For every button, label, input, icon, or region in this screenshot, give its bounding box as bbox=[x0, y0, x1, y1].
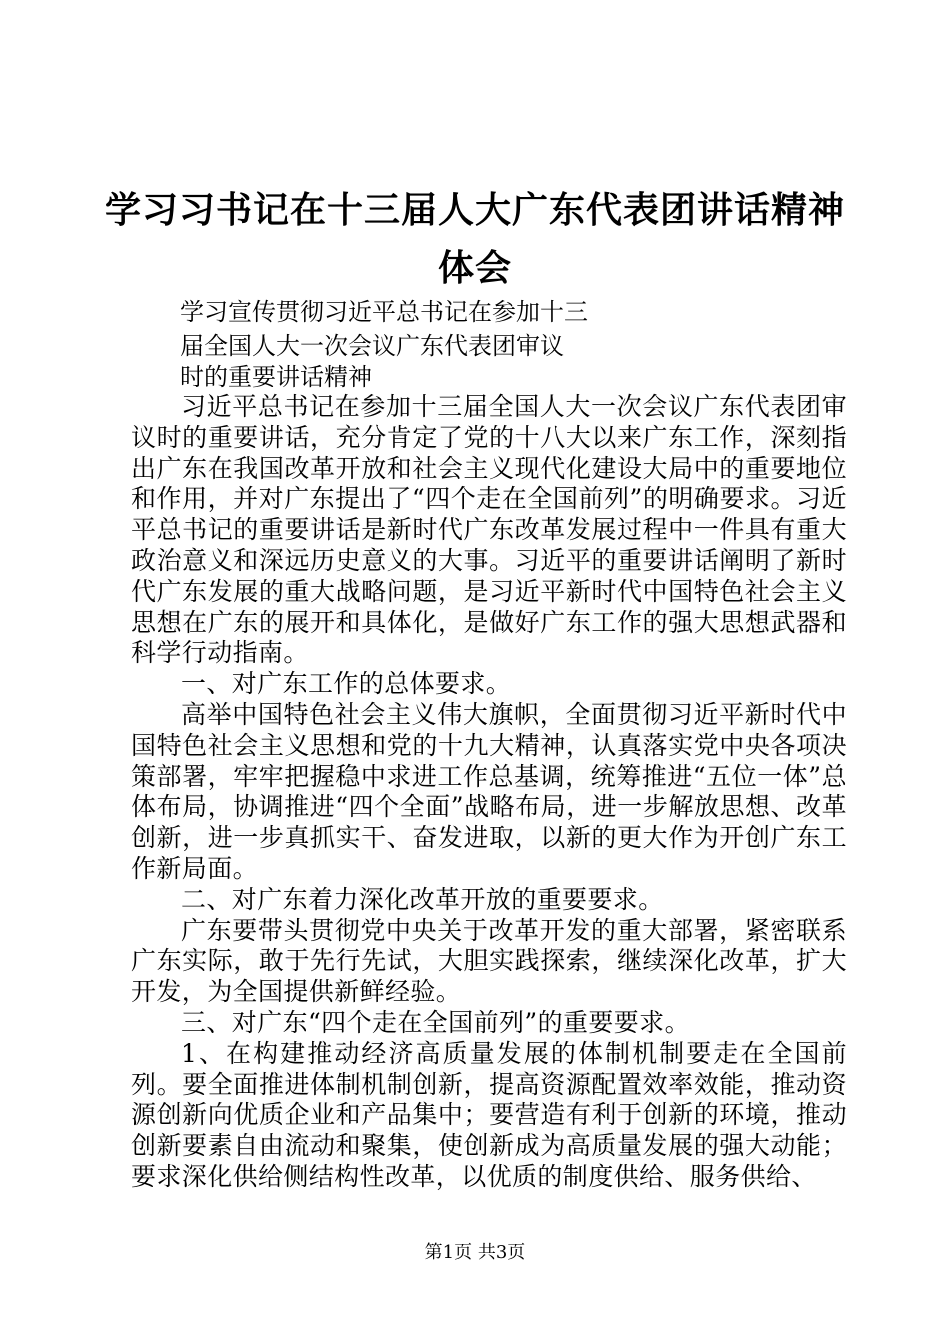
paragraph-section-1: 高举中国特色社会主义伟大旗帜，全面贯彻习近平新时代中国特色社会主义思想和党的十九大精神，认真落实党中央各项决策部署，牢牢把握稳中求进工作总基调，统筹推进“五位一体”总体布局，协调推进“四个全面”战略布局，进一步解放思想、改革创新，进一步真抓实干、奋发进取，以新的更大作为开创广东工作新局面。 bbox=[131, 699, 847, 883]
document-title-line-2: 体会 bbox=[437, 247, 512, 289]
subtitle-line-2: 届全国人大一次会议广东代表团审议 bbox=[180, 332, 564, 360]
paragraph-intro: 习近平总书记在参加十三届全国人大一次会议广东代表团审议时的重要讲话，充分肯定了党的十八大以来广东工作，深刻指出广东在我国改革开放和社会主义现代化建设大局中的重要地位和作用，并对广东提出了“四个走在全国前列”的明确要求。习近平总书记的重要讲话是新时代广东改革发展过程中一件具有重大政治意义和深远历史意义的大事。习近平的重要讲话阐明了新时代广东发展的重大战略问题，是习近平新时代中国特色社会主义思想在广东的展开和具体化，是做好广东工作的强大思想武器和科学行动指南。 bbox=[131, 392, 847, 668]
document-body bbox=[131, 392, 847, 1193]
subtitle-line-3: 时的重要讲话精神 bbox=[180, 363, 372, 391]
paragraph-section-2: 广东要带头贯彻党中央关于改革开发的重大部署，紧密联系广东实际，敢于先行先试，大胆实践探索，继续深化改革，扩大开发，为全国提供新鲜经验。 bbox=[131, 915, 847, 1007]
page-footer: 第1页 共3页 bbox=[424, 1242, 526, 1263]
document-title-line-1: 学习习书记在十三届人大广东代表团讲话精神 bbox=[104, 189, 845, 231]
section-heading-1: 一、对广东工作的总体要求。 bbox=[181, 669, 512, 699]
paragraph-item-1: 1、在构建推动经济高质量发展的体制机制要走在全国前列。要全面推进体制机制创新，提高资源配置效率效能，推动资源创新向优质企业和产品集中；要营造有利于创新的环境，推动创新要素自由流动和聚集，使创新成为高质量发展的强大动能；要求深化供给侧结构性改革，以优质的制度供给、服务供给、 bbox=[131, 1038, 847, 1191]
section-heading-3: 三、对广东“四个走在全国前列”的重要要求。 bbox=[181, 1007, 690, 1037]
subtitle-line-1: 学习宣传贯彻习近平总书记在参加十三 bbox=[180, 298, 588, 326]
section-heading-2: 二、对广东着力深化改革开放的重要要求。 bbox=[181, 884, 664, 914]
